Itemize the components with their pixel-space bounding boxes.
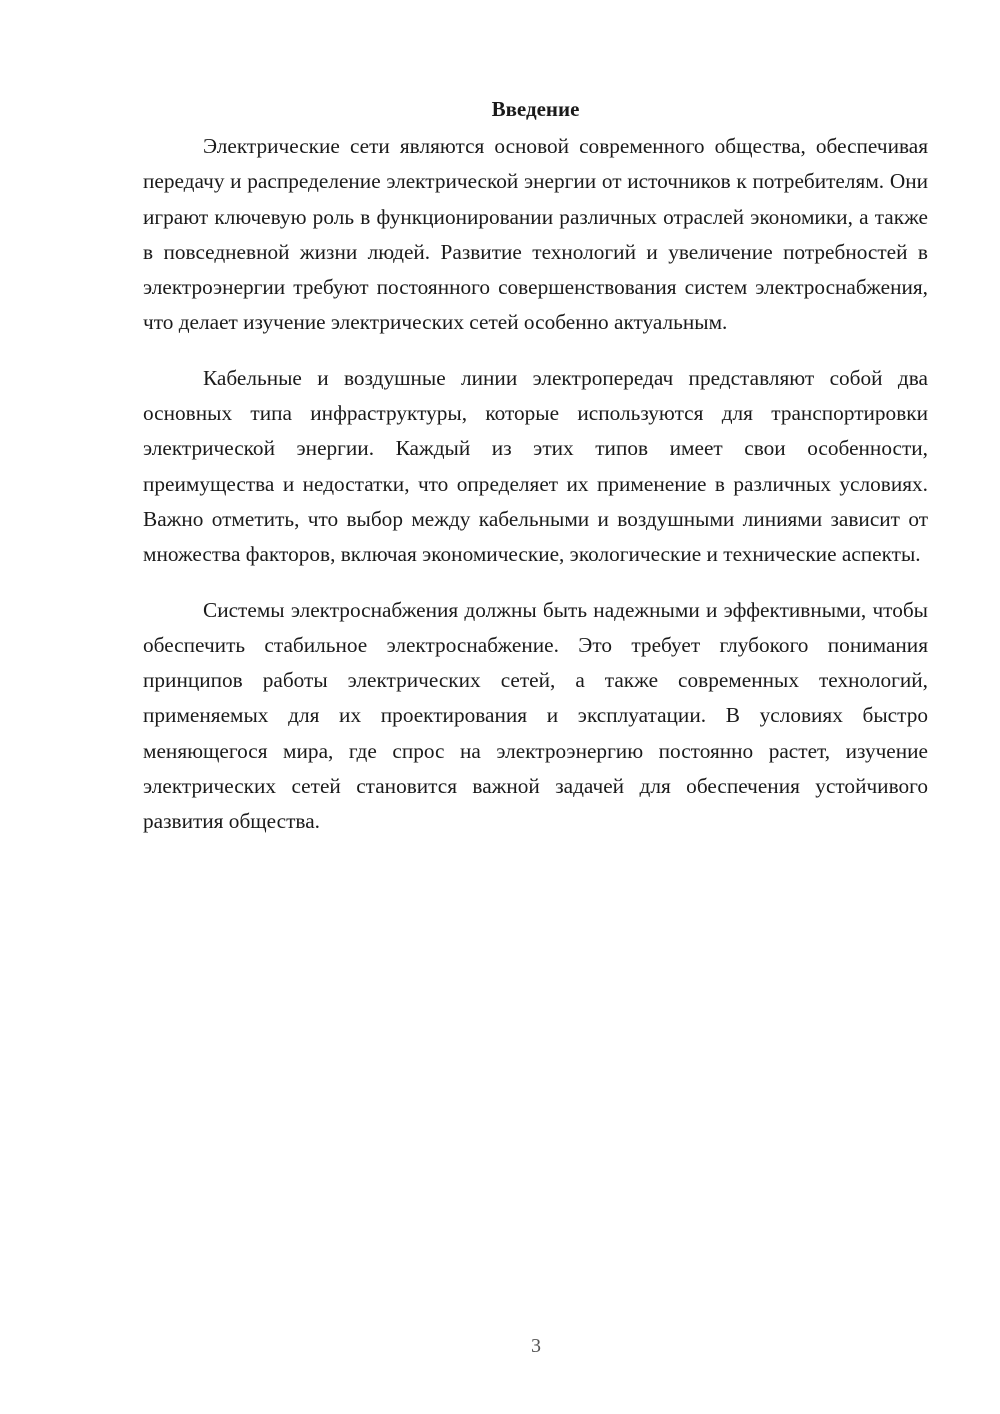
paragraph-3: Системы электроснабжения должны быть надежными и эффективными, чтобы обеспечить стабильное электроснабжение. Это требует глубокого понимания принципов работы электрических сетей, а также современных технологий, применяемых для их проектирования и эксплуатации. В условиях быстро меняющегося мира, где спрос на электроэнергию постоянно растет, изучение электрических сетей становится важной задачей для обеспечения устойчивого развития общества. xyxy=(143,597,928,834)
paragraph-1: Электрические сети являются основой современного общества, обеспечивая передачу и распределение электрической энергии от источников к потребителям. Они играют ключевую роль в функционировании различных отраслей экономики, а также в повседневной жизни людей. Развитие технологий и увеличение потребностей в электроэнергии требуют постоянного совершенствования систем электроснабжения, что делает изучение электрических сетей особенно актуальным. xyxy=(143,134,928,335)
page-number: 3 xyxy=(531,1335,541,1357)
section-title: Введение xyxy=(491,97,580,121)
page-content xyxy=(143,92,928,840)
paragraph-2: Кабельные и воздушные линии электропередач представляют собой два основных типа инфраструктуры, которые используются для транспортировки электрической энергии. Каждый из этих типов имеет свои особенности, преимущества и недостатки, что определяет их применение в различных условиях. Важно отметить, что выбор между кабельными и воздушными линиями зависит от множества факторов, включая экономические, экологические и технические аспекты. xyxy=(143,365,928,567)
